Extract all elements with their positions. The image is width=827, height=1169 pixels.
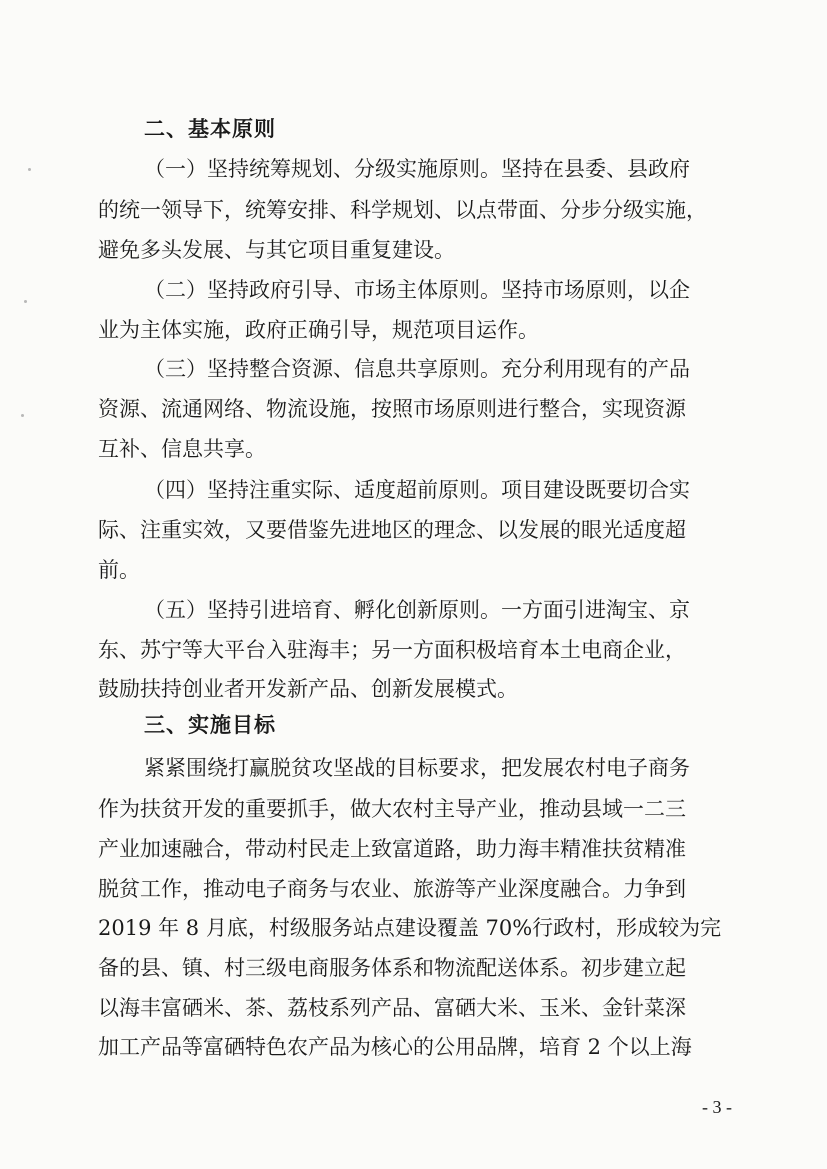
section-heading-principles: 二、基本原则 <box>144 117 276 141</box>
scan-speck <box>28 168 31 171</box>
goals-line-2: 作为扶贫开发的重要抓手，做大农村主导产业，推动县域一二三 <box>98 797 686 821</box>
principle-3-line-2: 资源、流通网络、物流设施，按照市场原则进行整合，实现资源 <box>98 397 686 421</box>
scan-speck <box>24 300 27 303</box>
principle-4-line-3: 前。 <box>98 558 140 582</box>
principle-5-line-2: 东、苏宁等大平台入驻海丰；另一方面积极培育本土电商企业， <box>98 638 686 662</box>
scan-speck <box>21 414 24 417</box>
principle-1-line-1: （一）坚持统筹规划、分级实施原则。坚持在县委、县政府 <box>144 157 690 181</box>
principle-3-line-1: （三）坚持整合资源、信息共享原则。充分利用现有的产品 <box>144 357 690 381</box>
goals-line-8: 加工产品等富硒特色农产品为核心的公用品牌，培育 2 个以上海 <box>98 1035 692 1059</box>
goals-line-6: 备的县、镇、村三级电商服务体系和物流配送体系。初步建立起 <box>98 956 686 980</box>
section-heading-goals: 三、实施目标 <box>144 713 276 737</box>
goals-line-7: 以海丰富硒米、茶、荔枝系列产品、富硒大米、玉米、金针菜深 <box>98 996 686 1020</box>
goals-line-5: 2019 年 8 月底，村级服务站点建设覆盖 70%行政村，形成较为完 <box>98 916 722 940</box>
principle-2-line-1: （二）坚持政府引导、市场主体原则。坚持市场原则，以企 <box>144 278 690 302</box>
principle-5-line-1: （五）坚持引进培育、孵化创新原则。一方面引进淘宝、京 <box>144 598 690 622</box>
principle-4-line-1: （四）坚持注重实际、适度超前原则。项目建设既要切合实 <box>144 478 690 502</box>
principle-3-line-3: 互补、信息共享。 <box>98 437 266 461</box>
principle-1-line-3: 避免多头发展、与其它项目重复建设。 <box>98 238 455 262</box>
principle-1-line-2: 的统一领导下，统筹安排、科学规划、以点带面、分步分级实施， <box>98 198 707 222</box>
principle-4-line-2: 际、注重实效，又要借鉴先进地区的理念、以发展的眼光适度超 <box>98 518 686 542</box>
principle-2-line-2: 业为主体实施，政府正确引导，规范项目运作。 <box>98 318 539 342</box>
page-number: - 3 - <box>702 1097 732 1117</box>
principle-5-line-3: 鼓励扶持创业者开发新产品、创新发展模式。 <box>98 677 518 701</box>
goals-line-4: 脱贫工作，推动电子商务与农业、旅游等产业深度融合。力争到 <box>98 877 686 901</box>
goals-line-1: 紧紧围绕打赢脱贫攻坚战的目标要求，把发展农村电子商务 <box>144 756 690 780</box>
goals-line-3: 产业加速融合，带动村民走上致富道路，助力海丰精准扶贫精准 <box>98 837 686 861</box>
